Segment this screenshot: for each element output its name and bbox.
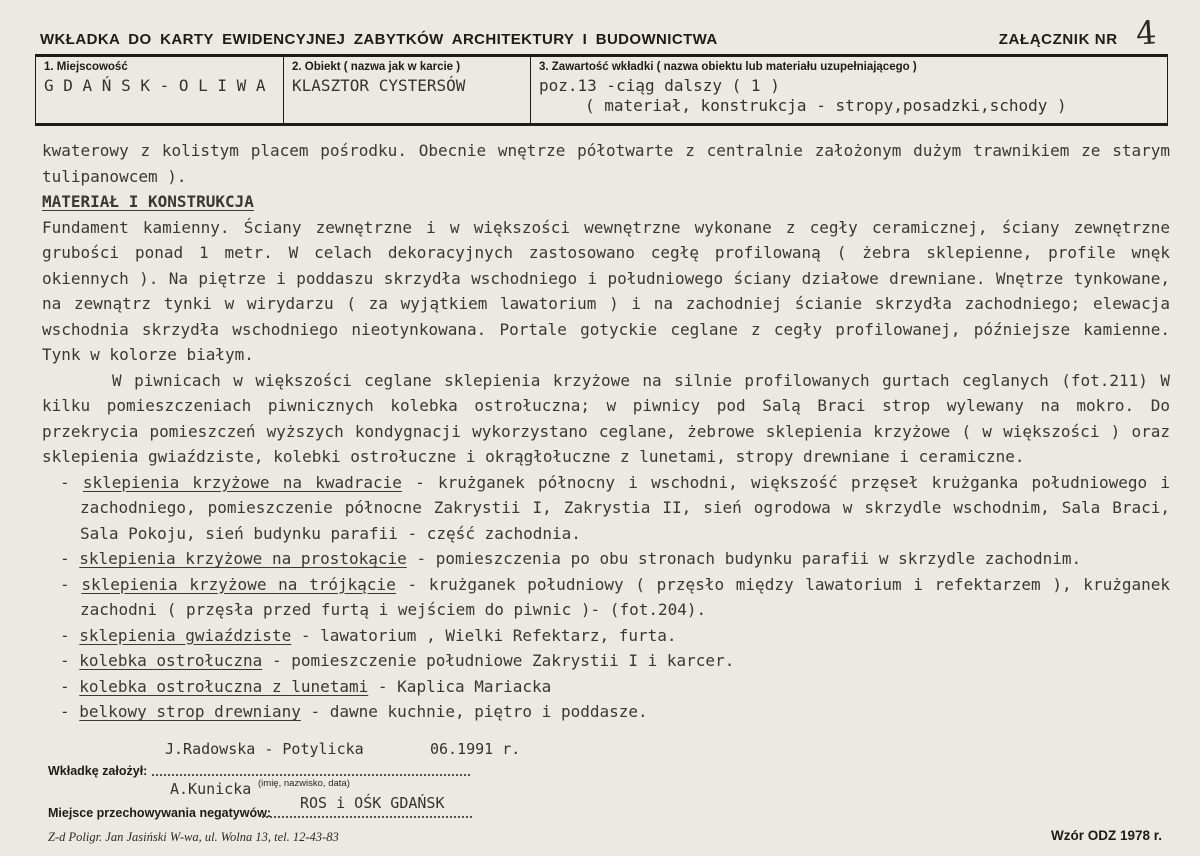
founder-label: Wkładkę założył: xyxy=(48,764,148,778)
cell-zawartosc xyxy=(531,57,1167,123)
founder-name-typed: J.Radowska - Potylicka xyxy=(165,740,364,758)
vault-type-list xyxy=(42,470,1170,725)
document-body xyxy=(0,126,1200,725)
negatives-value-typed: ROS i OŚK GDAŃSK xyxy=(300,794,445,812)
cell-miejscowosc-label: 1. Miejscowość xyxy=(44,61,128,73)
section-heading: MATERIAŁ I KONSTRUKCJA xyxy=(42,192,254,211)
cell-obiekt-value: KLASZTOR CYSTERSÓW xyxy=(292,76,466,95)
list-bullet: - xyxy=(60,574,70,594)
cell-miejscowosc xyxy=(36,57,284,123)
dotted-line-founder xyxy=(152,762,470,776)
list-term: sklepienia krzyżowe na kwadracie xyxy=(82,472,402,492)
cell-zawartosc-value-line1: poz.13 -ciąg dalszy ( 1 ) xyxy=(539,76,780,95)
list-item xyxy=(42,470,1170,547)
list-term: sklepienia krzyżowe na trójkącie xyxy=(81,574,396,594)
list-item xyxy=(42,546,1170,572)
list-desc: - Kaplica Mariacka xyxy=(377,676,552,696)
list-bullet: - xyxy=(60,549,70,568)
negatives-label: Miejsce przechowywania negatywów: xyxy=(48,806,271,820)
form-pattern: Wzór ODZ 1978 r. xyxy=(1050,828,1162,843)
cell-obiekt xyxy=(284,57,531,123)
list-item xyxy=(42,699,1170,725)
list-bullet: - xyxy=(60,625,70,645)
list-term: belkowy strop drewniany xyxy=(79,702,301,721)
document-header xyxy=(0,0,1200,54)
list-item xyxy=(42,572,1170,623)
cell-miejscowosc-value: G D A Ń S K - O L I W A xyxy=(44,76,266,95)
founder-name2-typed: A.Kunicka xyxy=(170,780,252,798)
list-item xyxy=(42,623,1170,649)
intro-paragraph: kwaterowy z kolistym placem pośrodku. Obecnie wnętrze półotwarte z centralnie założonym dużym trawnikiem ze starym tulipanowcem ). xyxy=(42,141,1170,186)
list-desc: - lawatorium , Wielki Refektarz, furta. xyxy=(300,625,677,645)
list-bullet: - xyxy=(60,651,70,670)
list-bullet: - xyxy=(60,472,70,492)
document-footer xyxy=(0,738,1200,856)
list-bullet: - xyxy=(60,676,70,696)
printer-info: Z-d Poligr. Jan Jasiński W-wa, ul. Wolna 13, tel. 12-43-83 xyxy=(48,830,339,844)
list-desc: - krużganek południowy ( przęsło między lawatorium i refektarzem ), krużganek zachodni ( przęsła przed furtą i wejściem do piwnic )- (fot.204). xyxy=(80,574,1171,619)
attachment-label: ZAŁĄCZNIK NR xyxy=(998,31,1118,48)
list-desc: - krużganek północny i wschodni, większość przęseł krużganka południowego i zachodniego, pomieszczenie północne Zakrystii I, Zakrystia II, sień ogrodowa w skrzydle wschodnim, Sala Braci, Sala Pokoju, sień budynku parafii - część zachodnia. xyxy=(80,472,1170,543)
list-desc: - pomieszczenia po obu stronach budynku parafii w skrzydle zachodnim. xyxy=(416,549,1082,568)
list-desc: - pomieszczenie południowe Zakrystii I i karcer. xyxy=(271,651,735,670)
attachment-number-handwritten: 4 xyxy=(1134,13,1158,53)
list-item xyxy=(42,648,1170,674)
list-item xyxy=(42,674,1170,700)
info-table xyxy=(35,54,1168,126)
list-term: kolebka ostrołuczna z lunetami xyxy=(79,676,369,696)
list-term: kolebka ostrołuczna xyxy=(79,651,263,670)
document-title: WKŁADKA DO KARTY EWIDENCYJNEJ ZABYTKÓW ARCHITEKTURY I BUDOWNICTWA xyxy=(40,31,718,48)
list-bullet: - xyxy=(60,702,70,721)
list-term: sklepienia gwiaździste xyxy=(79,625,292,645)
founder-caption: (imię, nazwisko, data) xyxy=(258,778,350,789)
cell-obiekt-label: 2. Obiekt ( nazwa jak w karcie ) xyxy=(292,61,461,73)
attachment-block xyxy=(998,13,1166,53)
paragraph-vaults: W piwnicach w większości ceglane sklepienia krzyżowe na silnie profilowanych gurtach ceglanych (fot.211) W kilku pomieszczeniach piwnicznych kolebka ostrołuczna; w piwnicy pod Salą Braci strop wylewany na mokro. Do przekrycia pomieszczeń wyższych kondygnacji wykorzystano ceglane, żebrowe sklepienia krzyżowe ( w większości ) oraz sklepienia gwiaździste, kolebki ostrołuczne i okrągłołuczne z lunetami, stropy drewniane i ceramiczne. xyxy=(42,370,1170,466)
cell-zawartosc-value-line2: ( materiał, konstrukcja - stropy,posadzki,schody ) xyxy=(585,96,1067,115)
founder-date-typed: 06.1991 r. xyxy=(430,740,521,758)
cell-zawartosc-label: 3. Zawartość wkładki ( nazwa obiektu lub materiału uzupełniającego ) xyxy=(539,61,917,73)
dotted-line-negatives xyxy=(262,804,472,818)
list-term: sklepienia krzyżowe na prostokącie xyxy=(79,549,407,568)
paragraph-material: Fundament kamienny. Ściany zewnętrzne i w większości wewnętrzne wykonane z cegły ceramicznej, ściany zewnętrzne grubości ponad 1 metr. W celach dekoracyjnych zastosowano cegłę profilowaną ( żebra sklepienne, profile wnęk okiennych ). Na piętrze i poddaszu skrzydła wschodniego i południowego ściany działowe drewniane. Wnętrze tynkowane, na zewnątrz tynki w wirydarzu ( za wyjątkiem lawatorium ) i na zachodniej ścianie skrzydła zachodniego; elewacja wschodnia skrzydła wschodniego nieotynkowana. Portale gotyckie ceglane z cegły profilowanej, późniejsze kamienne. Tynk w kolorze białym. xyxy=(42,217,1170,364)
list-desc: - dawne kuchnie, piętro i poddasze. xyxy=(310,702,648,721)
